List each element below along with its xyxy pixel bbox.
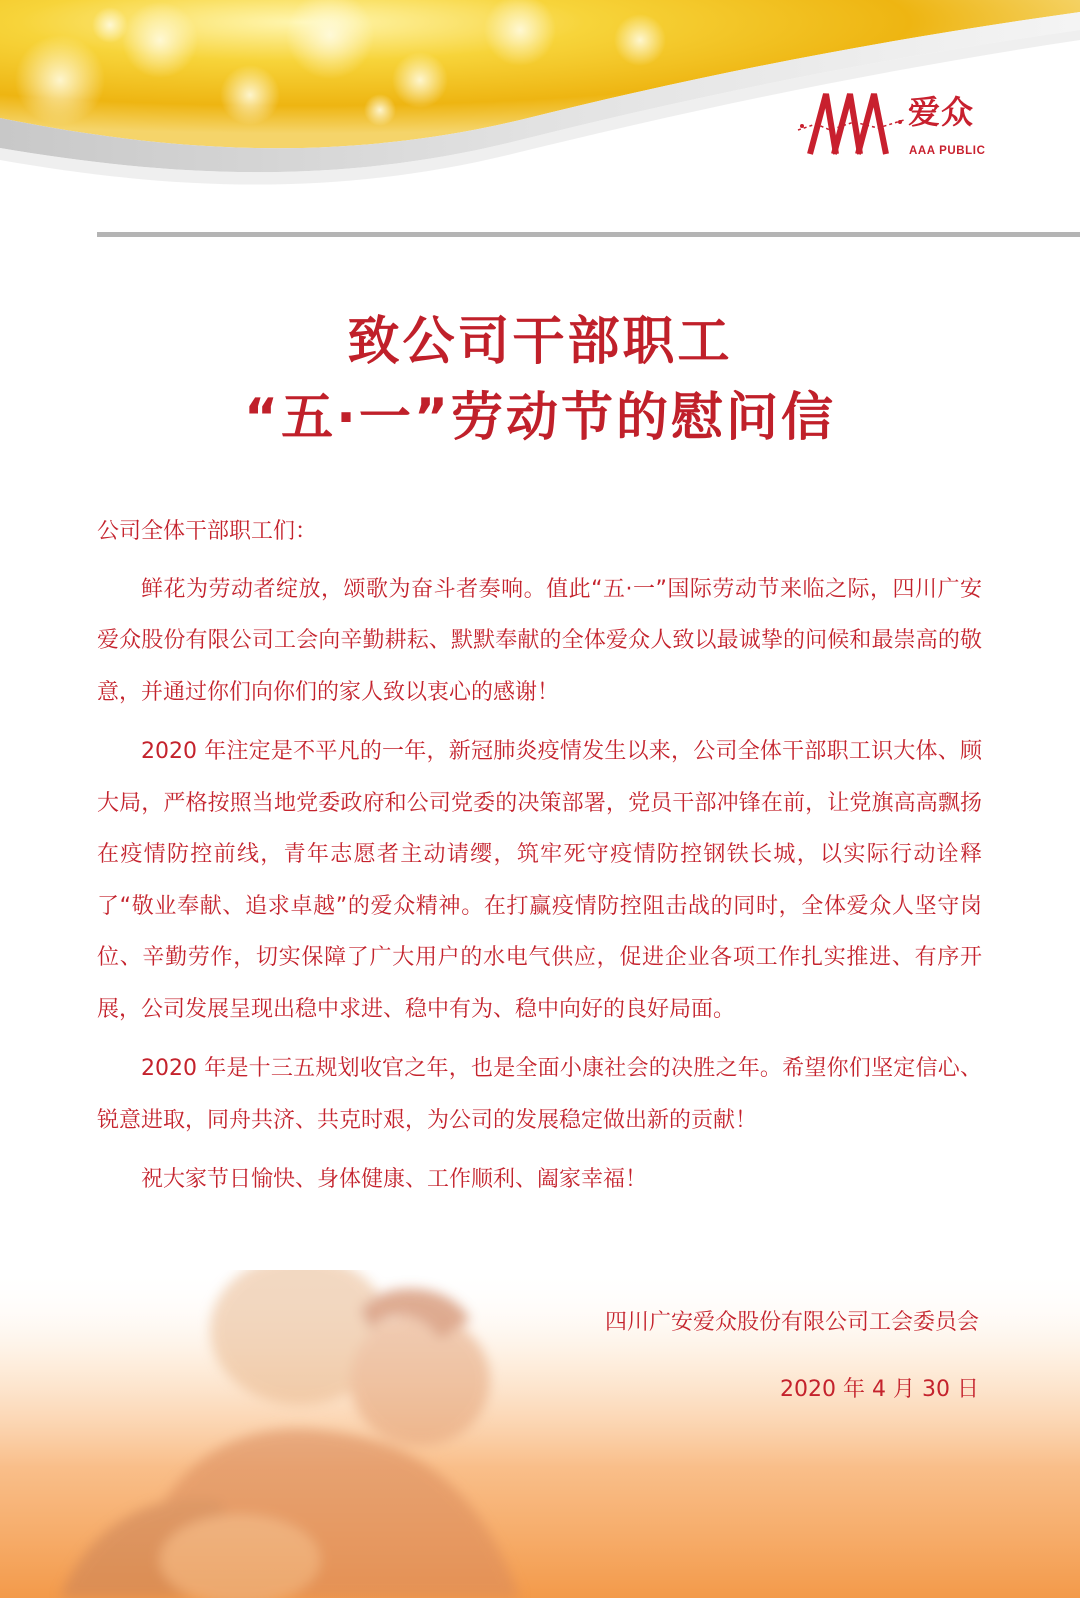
letter-paragraph: 2020 年注定是不平凡的一年，新冠肺炎疫情发生以来，公司全体干部职工识大体、顾大局，严格按照当地党委政府和公司党委的决策部署，党员干部冲锋在前，让党旗高高飘扬在疫情防控前线，青年志愿者主动请缨，筑牢死守疫情防控钢铁长城，以实际行动诠释了“敬业奉献、追求卓越”的爱众精神。在打赢疫情防控阻击战的同时，全体爱众人坚守岗位、辛勤劳作，切实保障了广大用户的水电气供应，促进企业各项工作扎实推进、有序开展，公司发展呈现出稳中求进、稳中有为、稳中向好的良好局面。 [97, 739, 982, 1022]
letter-greeting: 公司全体干部职工们： [97, 519, 318, 544]
letter-paragraph: 2020 年是十三五规划收官之年，也是全面小康社会的决胜之年。希望你们坚定信心、锐意进取，同舟共济、共克时艰，为公司的发展稳定做出新的贡献！ [97, 1056, 982, 1133]
logo-english-name: AAA PUBLIC [909, 145, 986, 157]
title-line-1: 致公司干部职工 [347, 312, 733, 372]
letter-paragraph: 祝大家节日愉快、身体健康、工作顺利、阖家幸福！ [141, 1167, 648, 1192]
letter-paragraph: 鲜花为劳动者绽放，颂歌为奋斗者奏响。值此“五·一”国际劳动节来临之际，四川广安爱众股份有限公司工会向辛勤耕耘、默默奉献的全体爱众人致以最诚挚的问候和最崇高的敬意，并通过你们向你们的家人致以衷心的感谢！ [97, 576, 982, 705]
company-logo [796, 86, 1006, 166]
letter-date: 2020 年 4 月 30 日 [780, 1377, 979, 1402]
letter-signature: 四川广安爱众股份有限公司工会委员会 [604, 1310, 979, 1335]
aaa-logo-icon [796, 86, 908, 158]
letter-body [97, 506, 982, 1214]
letter-title [0, 304, 1080, 456]
title-line-2: “五·一”劳动节的慰问信 [243, 388, 837, 448]
logo-chinese-name: 爱众 [908, 93, 975, 131]
